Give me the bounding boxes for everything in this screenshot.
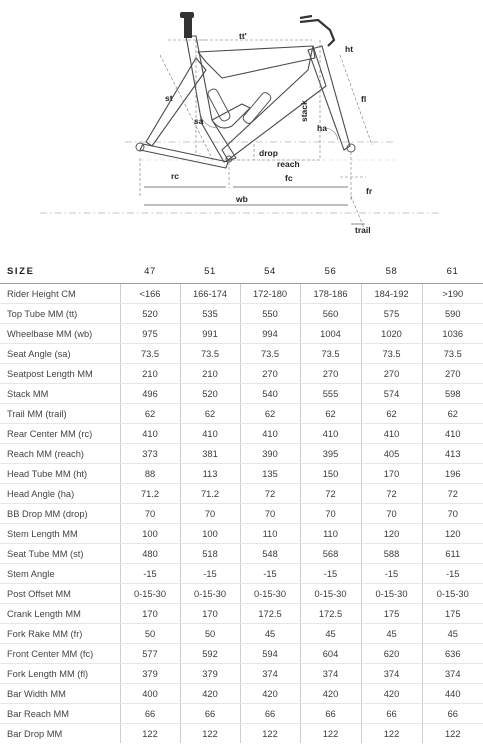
table-cell: 568 [300,544,361,564]
table-cell: 122 [240,724,300,744]
table-cell: 1004 [300,324,361,344]
bottles [207,88,273,125]
table-cell: 122 [300,724,361,744]
row-label: Fork Rake MM (fr) [0,624,120,644]
table-cell: 440 [422,684,483,704]
table-row [0,424,483,444]
table-cell: 620 [361,644,422,664]
table-cell: 594 [240,644,300,664]
table-row [0,504,483,524]
bottle-left [207,88,232,123]
table-cell: 520 [180,384,240,404]
table-cell: 210 [120,364,180,384]
label-fr: fr [366,186,373,196]
table-cell: 72 [300,484,361,504]
table-cell: 66 [120,704,180,724]
row-label: Trail MM (trail) [0,404,120,424]
table-cell: 110 [240,524,300,544]
table-cell: 122 [120,724,180,744]
table-cell: 611 [422,544,483,564]
table-row [0,624,483,644]
table-cell: 72 [422,484,483,504]
table-row [0,344,483,364]
seatpost-assembly [180,12,194,38]
table-cell: 994 [240,324,300,344]
table-cell: 73.5 [422,344,483,364]
table-cell: -15 [240,564,300,584]
row-label: Bar Reach MM [0,704,120,724]
table-cell: 592 [180,644,240,664]
table-cell: 113 [180,464,240,484]
table-cell: 420 [300,684,361,704]
table-cell: 577 [120,644,180,664]
table-row [0,324,483,344]
size-column-header: 61 [422,259,483,284]
row-label: Seatpost Length MM [0,364,120,384]
table-cell: 172-180 [240,284,300,304]
table-cell: 175 [422,604,483,624]
table-cell: 50 [180,624,240,644]
table-cell: 100 [120,524,180,544]
row-label: Rear Center MM (rc) [0,424,120,444]
table-header-row [0,259,483,284]
table-row [0,644,483,664]
row-label: Wheelbase MM (wb) [0,324,120,344]
table-cell: 405 [361,444,422,464]
table-cell: 170 [120,604,180,624]
label-stack: stack [299,100,309,122]
table-cell: 73.5 [120,344,180,364]
label-trail: trail [355,225,371,235]
table-cell: 62 [300,404,361,424]
table-cell: 410 [180,424,240,444]
trail-line [351,196,364,228]
table-cell: 72 [361,484,422,504]
label-sa: sa [194,116,204,126]
table-cell: 45 [300,624,361,644]
table-cell: 535 [180,304,240,324]
table-cell: 120 [361,524,422,544]
table-cell: 66 [180,704,240,724]
table-cell: 560 [300,304,361,324]
table-cell: 636 [422,644,483,664]
table-cell: 72 [240,484,300,504]
table-row [0,724,483,744]
label-tt: tt' [239,31,247,41]
table-cell: 0-15-30 [361,584,422,604]
stem [300,16,312,18]
table-cell: 122 [361,724,422,744]
table-row [0,524,483,544]
frame-geometry-diagram [0,0,483,252]
table-cell: 0-15-30 [180,584,240,604]
table-cell: 590 [422,304,483,324]
table-cell: 555 [300,384,361,404]
table-cell: 66 [361,704,422,724]
table-row [0,284,483,304]
head-tube-fork [308,46,350,150]
table-row [0,704,483,724]
label-fl: fl [361,94,367,104]
table-cell: <166 [120,284,180,304]
table-cell: 70 [240,504,300,524]
table-cell: 71.2 [180,484,240,504]
geometry-table [0,259,483,743]
table-row [0,584,483,604]
table-cell: 70 [180,504,240,524]
table-row [0,444,483,464]
chain-stay [140,144,228,168]
row-label: Head Tube MM (ht) [0,464,120,484]
table-cell: 62 [361,404,422,424]
table-cell: 66 [422,704,483,724]
down-tube [222,46,326,160]
table-cell: 0-15-30 [422,584,483,604]
table-cell: 45 [361,624,422,644]
table-cell: 420 [240,684,300,704]
table-cell: -15 [361,564,422,584]
table-row [0,304,483,324]
seat-stay [146,58,206,146]
table-cell: 373 [120,444,180,464]
table-cell: 62 [240,404,300,424]
row-label: Bar Width MM [0,684,120,704]
table-cell: 575 [361,304,422,324]
table-cell: 66 [300,704,361,724]
table-cell: 66 [240,704,300,724]
frame-geometry-drawing [0,0,483,252]
row-label: Rider Height CM [0,284,120,304]
table-cell: 175 [361,604,422,624]
table-cell: 598 [422,384,483,404]
table-row [0,384,483,404]
table-cell: 390 [240,444,300,464]
table-cell: 1020 [361,324,422,344]
table-cell: 70 [422,504,483,524]
size-header: SIZE [0,259,120,284]
table-cell: 518 [180,544,240,564]
table-cell: >190 [422,284,483,304]
table-cell: 550 [240,304,300,324]
table-cell: 410 [240,424,300,444]
table-cell: 604 [300,644,361,664]
table-cell: 400 [120,684,180,704]
table-cell: 88 [120,464,180,484]
table-cell: 120 [422,524,483,544]
table-cell: 379 [120,664,180,684]
table-cell: -15 [422,564,483,584]
top-tube [198,46,315,78]
table-cell: 588 [361,544,422,564]
size-column-header: 47 [120,259,180,284]
table-row [0,464,483,484]
table-cell: 73.5 [361,344,422,364]
table-cell: 172.5 [300,604,361,624]
label-reach: reach [277,159,300,169]
table-cell: 0-15-30 [240,584,300,604]
ha-arc [325,128,338,140]
table-body [0,284,483,744]
handlebar [300,20,334,46]
row-label: Crank Length MM [0,604,120,624]
table-cell: 520 [120,304,180,324]
table-cell: 210 [180,364,240,384]
table-cell: 196 [422,464,483,484]
row-label: Stem Angle [0,564,120,584]
table-row [0,604,483,624]
table-cell: 62 [422,404,483,424]
label-ha: ha [317,123,327,133]
table-cell: 379 [180,664,240,684]
fl-line [340,55,372,145]
label-fc: fc [285,173,293,183]
table-cell: 0-15-30 [300,584,361,604]
table-cell: 410 [300,424,361,444]
table-row [0,684,483,704]
size-column-header: 58 [361,259,422,284]
table-cell: 122 [422,724,483,744]
table-cell: 178-186 [300,284,361,304]
table-cell: 420 [361,684,422,704]
table-cell: 62 [180,404,240,424]
table-cell: 374 [300,664,361,684]
dimension-arrows [144,187,365,224]
row-label: Stem Length MM [0,524,120,544]
table-row [0,484,483,504]
table-cell: 71.2 [120,484,180,504]
label-ht: ht [345,44,354,54]
table-cell: 410 [422,424,483,444]
table-cell: 270 [240,364,300,384]
table-cell: 70 [120,504,180,524]
table-cell: 135 [240,464,300,484]
row-label: Reach MM (reach) [0,444,120,464]
seat-tube [186,36,236,162]
table-cell: 413 [422,444,483,464]
table-cell: 270 [361,364,422,384]
cockpit [300,16,334,46]
table-cell: 50 [120,624,180,644]
table-cell: 991 [180,324,240,344]
row-label: Stack MM [0,384,120,404]
table-cell: 270 [422,364,483,384]
table-cell: 381 [180,444,240,464]
label-wb: wb [236,194,248,204]
label-rc: rc [171,171,180,181]
table-cell: 110 [300,524,361,544]
row-label: Seat Angle (sa) [0,344,120,364]
size-column-header: 56 [300,259,361,284]
table-cell: 70 [300,504,361,524]
table-cell: 100 [180,524,240,544]
table-cell: 73.5 [240,344,300,364]
table-cell: 270 [300,364,361,384]
table-cell: 975 [120,324,180,344]
table-cell: 73.5 [180,344,240,364]
table-cell: 410 [120,424,180,444]
table-cell: 184-192 [361,284,422,304]
table-cell: 374 [361,664,422,684]
row-label: Front Center MM (fc) [0,644,120,664]
table-cell: 548 [240,544,300,564]
row-label: Seat Tube MM (st) [0,544,120,564]
table-cell: -15 [300,564,361,584]
table-cell: 122 [180,724,240,744]
table-cell: 374 [422,664,483,684]
table-cell: 45 [240,624,300,644]
row-label: Fork Length MM (fl) [0,664,120,684]
table-cell: 1036 [422,324,483,344]
table-row [0,544,483,564]
table-cell: 170 [361,464,422,484]
table-cell: -15 [180,564,240,584]
table-cell: 166-174 [180,284,240,304]
table-row [0,664,483,684]
label-drop: drop [259,148,278,158]
row-label: Post Offset MM [0,584,120,604]
size-column-header: 51 [180,259,240,284]
table-row [0,564,483,584]
table-cell: 73.5 [300,344,361,364]
table-row [0,404,483,424]
table-cell: 374 [240,664,300,684]
table-cell: 62 [120,404,180,424]
saddle-clamp [180,12,194,18]
table-cell: 70 [361,504,422,524]
table-cell: 395 [300,444,361,464]
table-cell: 172.5 [240,604,300,624]
label-st: st [165,93,173,103]
size-column-header: 54 [240,259,300,284]
table-cell: 0-15-30 [120,584,180,604]
table-row [0,364,483,384]
front-hub-icon [347,144,355,152]
table-cell: 540 [240,384,300,404]
table-cell: 496 [120,384,180,404]
table-cell: 150 [300,464,361,484]
table-cell: 574 [361,384,422,404]
row-label: Head Angle (ha) [0,484,120,504]
row-label: Bar Drop MM [7,728,63,739]
row-label: BB Drop MM (drop) [0,504,120,524]
table-cell: 45 [422,624,483,644]
table-cell: 170 [180,604,240,624]
table-cell: -15 [120,564,180,584]
table-cell: 480 [120,544,180,564]
table-cell: 410 [361,424,422,444]
table-cell: 420 [180,684,240,704]
row-label: Top Tube MM (tt) [0,304,120,324]
